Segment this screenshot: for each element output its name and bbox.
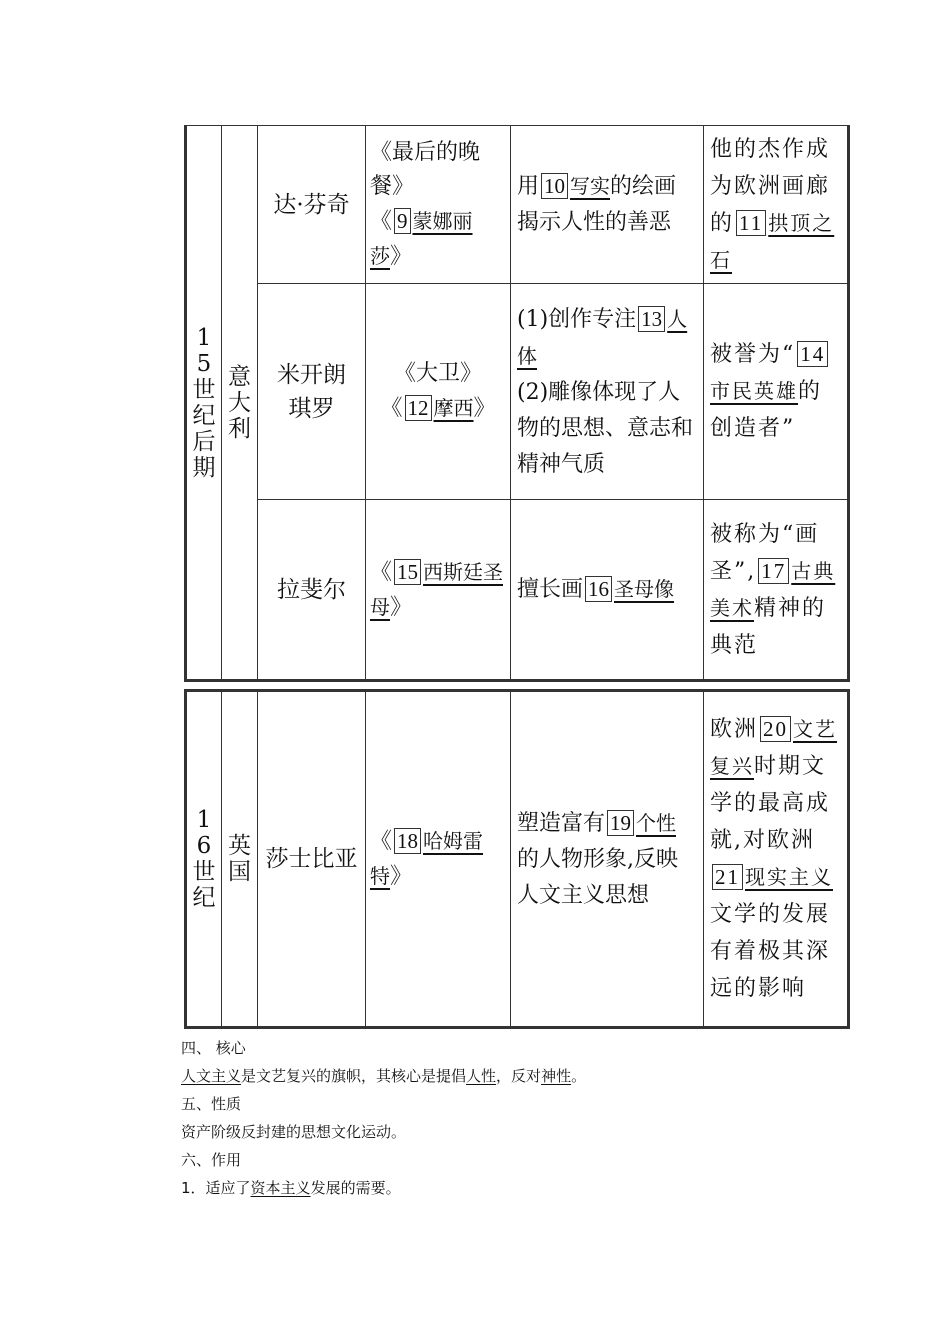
era-label: 15世纪后期 [192,324,216,481]
blank-answer: 市民英雄 [710,379,798,403]
blank-number: 18 [394,828,421,854]
country-label: 英国 [227,833,251,885]
era-label: 16世纪 [192,807,216,911]
works-close: 》 [390,864,413,889]
blank-answer: 现实主义 [745,865,833,889]
evaluation-cell [704,126,849,284]
person-name: 莎士比亚 [265,846,358,872]
person-name: 米开朗琪罗 [277,361,346,422]
feature-text: 的绘画揭示人性的善恶 [517,174,677,235]
blank-number: 21 [712,864,743,890]
era-cell [186,691,222,1028]
evaluation-text: 他的杰作成为欧洲画廊的 [710,136,831,236]
underlined-term: 神性 [541,1067,572,1085]
feature-cell [511,284,704,500]
blank-number: 11 [736,210,766,236]
underlined-term: 资本主义 [250,1179,311,1197]
table-row [186,500,849,681]
body-text: 。 [571,1067,587,1085]
section-heading-nature: 五、性质 [181,1095,242,1113]
blank-number: 19 [607,810,634,836]
section-heading-core: 四、 核心 [181,1039,246,1057]
table-row [186,126,849,284]
feature-cell [511,691,704,1028]
section-text-nature: 资产阶级反封建的思想文化运动。 [181,1123,407,1141]
blank-answer: 人体 [517,306,688,368]
blank-answer: 西斯廷圣母 [370,559,504,619]
evaluation-text: 被誉为“ [710,342,796,367]
blank-number: 20 [760,716,791,742]
works-open: 《 [370,559,393,585]
evaluation-text: 时期文学的最高成就,对欧洲 [710,754,831,853]
works-text: 《大卫》 [393,361,482,386]
feature-text: 的人物形象,反映人文主义思想 [517,846,678,908]
country-cell [222,691,258,1028]
blank-answer: 摩西 [433,396,474,420]
works-close: 》 [473,396,496,421]
works-text: 《最后的晚餐》 [370,139,481,199]
table-row [186,691,849,1028]
blank-number: 12 [405,395,432,421]
feature-cell [511,126,704,284]
underlined-term: 人性 [466,1067,497,1085]
blank-answer: 古典美术 [710,558,836,620]
blank-number: 15 [394,559,421,585]
person-name: 达·芬奇 [273,191,350,218]
person-name: 拉斐尔 [277,576,346,603]
blank-answer: 蒙娜丽莎 [370,208,473,268]
feature-cell [511,500,704,681]
body-text: 是文艺复兴的旗帜，其核心是提倡 [241,1067,467,1085]
blank-answer: 圣母像 [614,577,675,601]
evaluation-text: 精神的典范 [710,595,827,658]
feature-text: 塑造富有 [517,810,606,836]
blank-number: 16 [585,576,612,602]
feature-text: (1)创作专注 [517,306,637,332]
feature-text: 用 [517,174,540,199]
section-text-role [181,1178,401,1198]
works-cell [366,126,511,284]
blank-number: 13 [638,306,665,332]
blank-answer: 文艺复兴 [710,717,838,778]
works-cell [366,284,511,500]
works-close: 》 [390,243,413,269]
section-heading-role: 六、作用 [181,1151,242,1169]
evaluation-cell [704,691,849,1028]
evaluation-text: 被称为“画圣”, [710,521,820,584]
blank-answer: 个性 [636,810,677,835]
country-cell [222,126,258,681]
blank-answer: 拱顶之石 [710,210,835,272]
works-cell [366,691,511,1028]
era-cell [186,126,222,681]
evaluation-text: 的创造者” [710,379,823,441]
evaluation-cell [704,500,849,681]
country-label: 意大利 [227,363,251,442]
blank-number: 9 [394,208,411,234]
underlined-term: 人文主义 [181,1067,242,1085]
blank-answer: 哈姆雷特 [370,829,484,888]
body-text: 1．适应了 [181,1179,251,1197]
table-renaissance-england [184,689,850,1029]
blank-number: 10 [541,173,568,199]
table-renaissance-italy [184,125,850,682]
works-open: 《 [380,396,403,421]
evaluation-text: 文学的发展有着极其深远的影响 [710,902,831,1001]
feature-text: 擅长画 [517,577,584,602]
section-text-core [181,1066,586,1086]
person-cell [258,500,366,681]
person-cell [258,691,366,1028]
evaluation-text: 欧洲 [710,717,759,742]
body-text: 发展的需要。 [310,1179,401,1197]
blank-number: 17 [758,558,789,584]
body-text: ，反对 [496,1067,542,1085]
table-row [186,284,849,500]
person-cell [258,126,366,284]
blank-number: 14 [797,341,828,367]
works-cell [366,500,511,681]
feature-text: (2)雕像体现了人物的思想、意志和精神气质 [517,379,694,477]
blank-answer: 写实 [570,174,611,198]
works-open: 《 [370,208,393,234]
person-cell [258,284,366,500]
works-open: 《 [370,829,393,854]
evaluation-cell [704,284,849,500]
works-close: 》 [390,594,413,620]
